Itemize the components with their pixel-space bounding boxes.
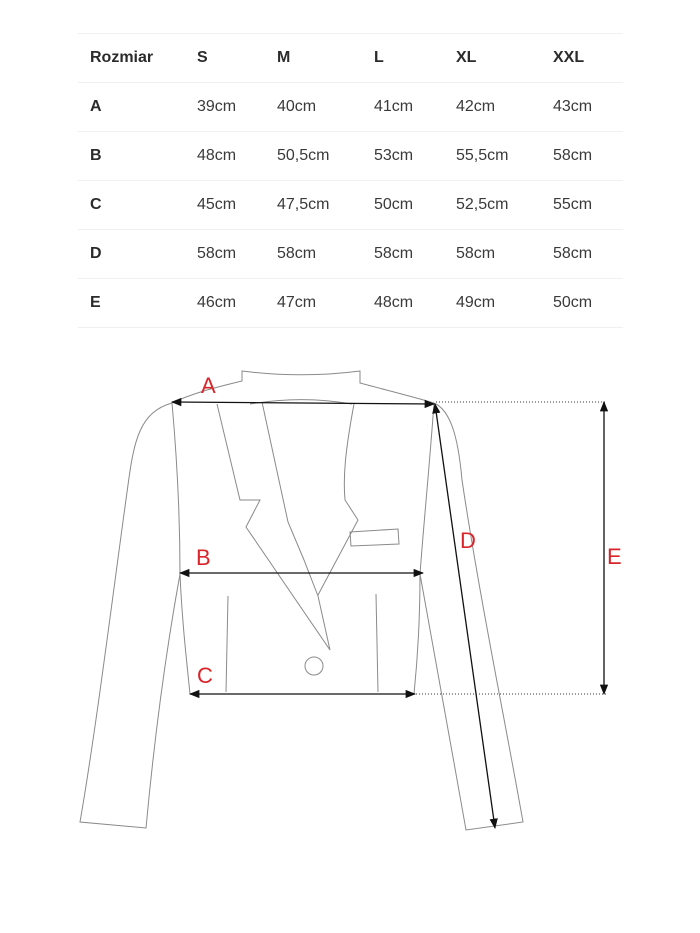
table-cell: 41cm — [362, 83, 444, 132]
row-label: E — [78, 279, 185, 328]
label-a: A — [201, 373, 216, 398]
table-cell: 58cm — [265, 230, 362, 279]
header-cell: Rozmiar — [78, 34, 185, 83]
breast-pocket — [350, 529, 399, 546]
measurement-lines — [172, 402, 606, 828]
jacket-body — [172, 403, 434, 694]
header-cell: XL — [444, 34, 541, 83]
measure-d-arrow — [435, 404, 495, 828]
table-cell: 46cm — [185, 279, 265, 328]
table-cell: 43cm — [541, 83, 623, 132]
table-cell: 55cm — [541, 181, 623, 230]
row-label: B — [78, 132, 185, 181]
table-cell: 58cm — [362, 230, 444, 279]
left-sleeve — [80, 403, 180, 828]
right-seam — [376, 594, 378, 692]
table-cell: 45cm — [185, 181, 265, 230]
button — [305, 657, 323, 675]
label-d: D — [460, 528, 476, 553]
row-label: A — [78, 83, 185, 132]
table-cell: 53cm — [362, 132, 444, 181]
table-cell: 47,5cm — [265, 181, 362, 230]
table-cell: 58cm — [541, 230, 623, 279]
table-cell: 48cm — [362, 279, 444, 328]
table-cell: 42cm — [444, 83, 541, 132]
measure-a-arrow — [172, 402, 434, 404]
measurement-labels — [196, 373, 622, 688]
left-seam — [226, 596, 228, 692]
table-cell: 50,5cm — [265, 132, 362, 181]
label-c: C — [197, 663, 213, 688]
header-cell: XXL — [541, 34, 623, 83]
table-cell: 58cm — [444, 230, 541, 279]
label-e: E — [607, 544, 622, 569]
header-cell: S — [185, 34, 265, 83]
right-sleeve — [420, 403, 523, 830]
table-cell: 39cm — [185, 83, 265, 132]
table-cell: 40cm — [265, 83, 362, 132]
table-cell: 49cm — [444, 279, 541, 328]
label-b: B — [196, 545, 211, 570]
table-cell: 50cm — [541, 279, 623, 328]
header-cell: M — [265, 34, 362, 83]
table-cell: 52,5cm — [444, 181, 541, 230]
table-cell: 47cm — [265, 279, 362, 328]
row-label: D — [78, 230, 185, 279]
header-cell: L — [362, 34, 444, 83]
right-lapel — [318, 404, 358, 595]
jacket-outline — [80, 371, 523, 830]
table-cell: 58cm — [185, 230, 265, 279]
row-label: C — [78, 181, 185, 230]
table-cell: 55,5cm — [444, 132, 541, 181]
left-lapel — [217, 402, 330, 650]
table-cell: 58cm — [541, 132, 623, 181]
table-cell: 48cm — [185, 132, 265, 181]
table-cell: 50cm — [362, 181, 444, 230]
